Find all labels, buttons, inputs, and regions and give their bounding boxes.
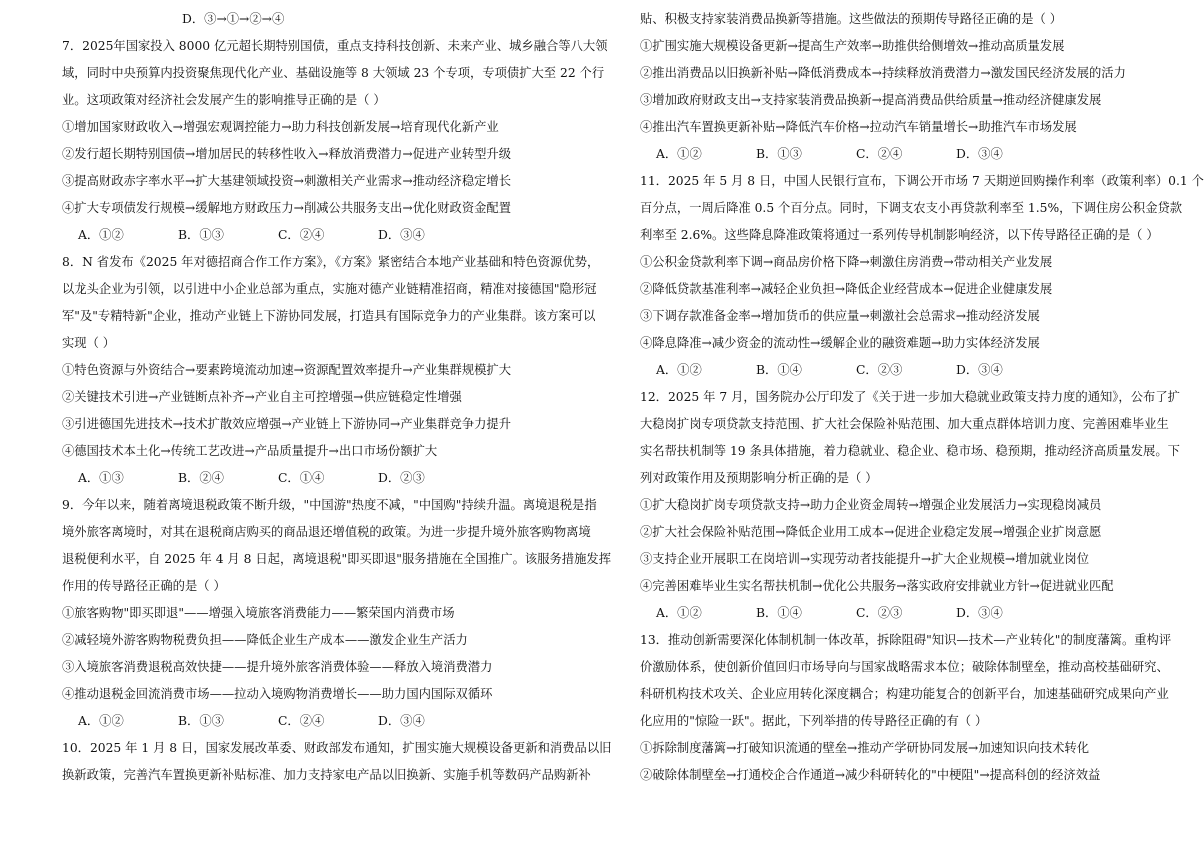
q11-stem-line: 利率至 2.6%。这些降息降准政策将通过一系列传导机制影响经济，以下传导路径正确的是（ ） bbox=[640, 228, 1159, 242]
q7-stem-line: 业。这项政策对经济社会发展产生的影响推导正确的是（ ） bbox=[62, 93, 386, 107]
q10-option: ①扩围实施大规模设备更新→提高生产效率→助推供给侧增效→推动高质量发展 bbox=[640, 39, 1065, 53]
q13-stem-line: 科研机构技术攻关、企业应用转化深度耦合；构建功能复合的创新平台，加速基础研究成果向产业 bbox=[640, 687, 1169, 701]
q9-stem-line: 9．今年以来，随着离境退税政策不断升级，"中国游"热度不减，"中国购"持续升温。离境退税是指 bbox=[62, 498, 597, 512]
q13-option: ②破除体制壁垒→打通校企合作通道→减少科研转化的"中梗阻"→提高科创的经济效益 bbox=[640, 768, 1101, 782]
q12-option: ④完善困难毕业生实名帮扶机制→优化公共服务→落实政府安排就业方针→促进就业匹配 bbox=[640, 579, 1114, 593]
q8-option: ①特色资源与外资结合→要素跨境流动加速→资源配置效率提升→产业集群规模扩大 bbox=[62, 363, 512, 377]
q13-stem-line: 化应用的"惊险一跃"。据此，下列举措的传导路径正确的有（ ） bbox=[640, 714, 988, 728]
choice-d: D．②③ bbox=[378, 471, 425, 485]
choice-d: D．③④ bbox=[378, 714, 425, 728]
q10-choices bbox=[640, 141, 1140, 168]
q13-stem-line: 13．推动创新需要深化体制机制一体改革，拆除阻碍"知识—技术—产业转化"的制度藩篱。重构评 bbox=[640, 633, 1172, 647]
choice-b: B．②④ bbox=[178, 471, 224, 485]
q11-option: ④降息降准→减少资金的流动性→缓解企业的融资难题→助力实体经济发展 bbox=[640, 336, 1040, 350]
q11-stem-line: 百分点，一周后降准 0.5 个百分点。同时，下调支农支小再贷款利率至 1.5%，下调住房公积金贷款 bbox=[640, 201, 1183, 215]
choice-c: C．②④ bbox=[278, 714, 325, 728]
left-column bbox=[62, 6, 612, 789]
choice-c: C．②④ bbox=[278, 228, 325, 242]
q7-choices bbox=[62, 222, 562, 249]
q10-option: ②推出消费品以旧换新补贴→降低消费成本→持续释放消费潜力→激发国民经济发展的活力 bbox=[640, 66, 1126, 80]
q9-choices bbox=[62, 708, 562, 735]
q10-option: ③增加政府财政支出→支持家装消费品换新→提高消费品供给质量→推动经济健康发展 bbox=[640, 93, 1102, 107]
choice-a: A．①② bbox=[78, 714, 124, 728]
q11-stem-line: 11．2025 年 5 月 8 日，中国人民银行宣布，下调公开市场 7 天期逆回购操作利率（政策利率）0.1 个 bbox=[640, 174, 1204, 188]
choice-a: A．①③ bbox=[78, 471, 124, 485]
q12-option: ①扩大稳岗扩岗专项贷款支持→助力企业资金周转→增强企业发展活力→实现稳岗减员 bbox=[640, 498, 1102, 512]
choice-b: B．①④ bbox=[756, 606, 802, 620]
choice-b: B．①③ bbox=[178, 714, 224, 728]
q10-stem-line: 10．2025 年 1 月 8 日，国家发展改革委、财政部发布通知，扩围实施大规模设备更新和消费品以旧 bbox=[62, 741, 612, 755]
q11-choices bbox=[640, 357, 1140, 384]
choice-d: D．③④ bbox=[378, 228, 425, 242]
choice-b: B．①④ bbox=[756, 363, 802, 377]
q13-option: ①拆除制度藩篱→打破知识流通的壁垒→推动产学研协同发展→加速知识向技术转化 bbox=[640, 741, 1090, 755]
q7-option: ②发行超长期特别国债→增加居民的转移性收入→释放消费潜力→促进产业转型升级 bbox=[62, 147, 512, 161]
q8-stem-line: 军"及"专精特新"企业，推动产业链上下游协同发展，打造具有国际竞争力的产业集群。该方案可以 bbox=[62, 309, 596, 323]
q9-stem-line: 作用的传导路径正确的是（ ） bbox=[62, 579, 226, 593]
choice-c: C．①④ bbox=[278, 471, 325, 485]
q12-option: ③支持企业开展职工在岗培训→实现劳动者技能提升→扩大企业规模→增加就业岗位 bbox=[640, 552, 1090, 566]
choice-a: A．①② bbox=[78, 228, 124, 242]
right-column bbox=[640, 6, 1204, 789]
q9-stem-line: 境外旅客离境时，对其在退税商店购买的商品退还增值税的政策。为进一步提升境外旅客购物离境 bbox=[62, 525, 591, 539]
choice-c: C．②③ bbox=[856, 606, 903, 620]
q12-stem-line: 列对政策作用及预期影响分析正确的是（ ） bbox=[640, 471, 878, 485]
q8-option: ②关键技术引进→产业链断点补齐→产业自主可控增强→供应链稳定性增强 bbox=[62, 390, 462, 404]
choice-b: B．①③ bbox=[178, 228, 224, 242]
q7-option: ①增加国家财政收入→增强宏观调控能力→助力科技创新发展→培育现代化新产业 bbox=[62, 120, 499, 134]
choice-d: D．③④ bbox=[956, 147, 1003, 161]
q10-option: ④推出汽车置换更新补贴→降低汽车价格→拉动汽车销量增长→助推汽车市场发展 bbox=[640, 120, 1077, 134]
q8-stem-line: 以龙头企业为引领，以引进中小企业总部为重点，实施对德产业链精准招商，精准对接德国"隐形冠 bbox=[62, 282, 597, 296]
q13-stem-line: 价激励体系，使创新价值回归市场导向与国家战略需求本位；破除体制壁垒，推动高校基础研究、 bbox=[640, 660, 1169, 674]
q9-option: ②减轻境外游客购物税费负担——降低企业生产成本——激发企业生产活力 bbox=[62, 633, 468, 647]
q7-stem-line: 7．2025年国家投入 8000 亿元超长期特别国债，重点支持科技创新、未来产业、城乡融合等八大领 bbox=[62, 39, 608, 53]
q9-stem-line: 退税便利水平，自 2025 年 4 月 8 日起，离境退税"即买即退"服务措施在全国推广。该服务措施发挥 bbox=[62, 552, 611, 566]
q8-option: ④德国技术本土化→传统工艺改进→产品质量提升→出口市场份额扩大 bbox=[62, 444, 438, 458]
q12-stem-line: 大稳岗扩岗专项贷款支持范围、扩大社会保险补贴范围、加大重点群体培训力度、完善困难毕业生 bbox=[640, 417, 1169, 431]
choice-d: D．③④ bbox=[956, 606, 1003, 620]
choice-c: C．②④ bbox=[856, 147, 903, 161]
choice-a: A．①② bbox=[656, 363, 702, 377]
q8-option: ③引进德国先进技术→技术扩散效应增强→产业链上下游协同→产业集群竞争力提升 bbox=[62, 417, 512, 431]
q10-stem-line: 贴、积极支持家装消费品换新等措施。这些做法的预期传导路径正确的是（ ） bbox=[640, 12, 1063, 26]
q9-option: ④推动退税金回流消费市场——拉动入境购物消费增长——助力国内国际双循环 bbox=[62, 687, 493, 701]
q8-stem-line: 8．N 省发布《2025 年对德招商合作工作方案》，《方案》紧密结合本地产业基础和特色资源优势， bbox=[62, 255, 600, 269]
choice-a: A．①② bbox=[656, 147, 702, 161]
choice-b: B．①③ bbox=[756, 147, 802, 161]
q12-choices bbox=[640, 600, 1140, 627]
q12-stem-line: 实名帮扶机制等 19 条具体措施，着力稳就业、稳企业、稳市场、稳预期，推动经济高质量发展。下 bbox=[640, 444, 1180, 458]
choice-c: C．②③ bbox=[856, 363, 903, 377]
q11-option: ③下调存款准备金率→增加货币的供应量→刺激社会总需求→推动经济发展 bbox=[640, 309, 1040, 323]
q11-option: ①公积金贷款利率下调→商品房价格下降→刺激住房消费→带动相关产业发展 bbox=[640, 255, 1053, 269]
q9-option: ①旅客购物"即买即退"——增强入境旅客消费能力——繁荣国内消费市场 bbox=[62, 606, 455, 620]
q6-choice-d: D．③→①→②→④ bbox=[182, 12, 285, 26]
q8-choices bbox=[62, 465, 562, 492]
choice-d: D．③④ bbox=[956, 363, 1003, 377]
choice-a: A．①② bbox=[656, 606, 702, 620]
q7-option: ③提高财政赤字率水平→扩大基建领域投资→刺激相关产业需求→推动经济稳定增长 bbox=[62, 174, 512, 188]
q8-stem-line: 实现（ ） bbox=[62, 336, 116, 350]
q10-stem-line: 换新政策，完善汽车置换更新补贴标准、加力支持家电产品以旧换新、实施手机等数码产品购新补 bbox=[62, 768, 591, 782]
q9-option: ③入境旅客消费退税高效快捷——提升境外旅客消费体验——释放入境消费潜力 bbox=[62, 660, 493, 674]
q12-stem-line: 12．2025 年 7 月，国务院办公厅印发了《关于进一步加大稳就业政策支持力度的通知》，公布了扩 bbox=[640, 390, 1180, 404]
q7-stem-line: 域，同时中央预算内投资聚焦现代化产业、基础设施等 8 大领域 23 个专项，专项债扩大至 22 个行 bbox=[62, 66, 605, 80]
q12-option: ②扩大社会保险补贴范围→降低企业用工成本→促进企业稳定发展→增强企业扩岗意愿 bbox=[640, 525, 1102, 539]
q7-option: ④扩大专项债发行规模→缓解地方财政压力→削减公共服务支出→优化财政资金配置 bbox=[62, 201, 512, 215]
q11-option: ②降低贷款基准利率→减轻企业负担→降低企业经营成本→促进企业健康发展 bbox=[640, 282, 1053, 296]
